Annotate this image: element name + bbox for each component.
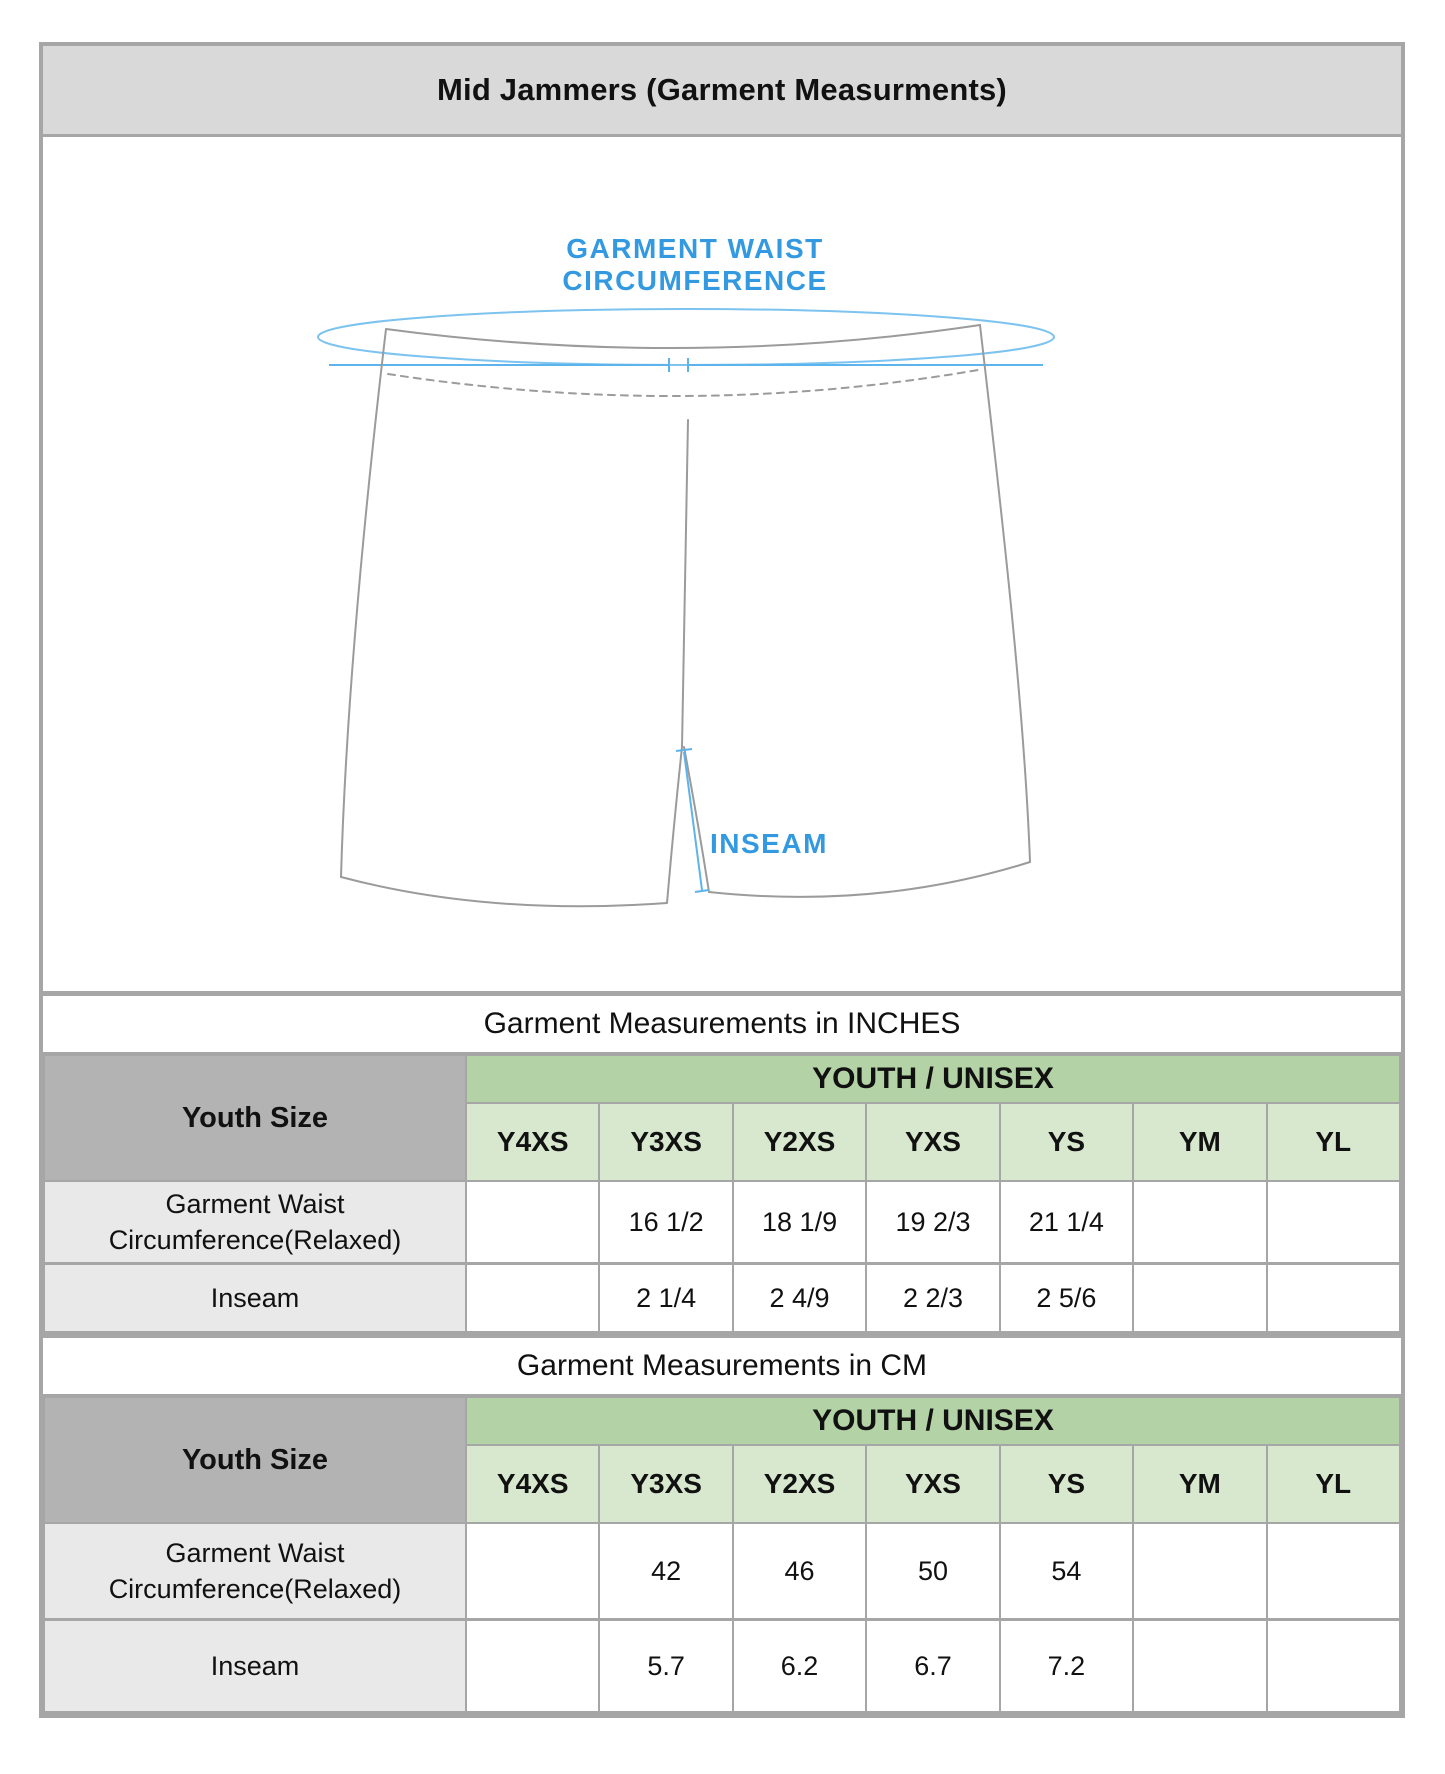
table-row xyxy=(44,1620,1400,1713)
size-col-header: Y3XS xyxy=(599,1445,732,1523)
measurement-cell: 42 xyxy=(599,1523,732,1620)
measurement-cell xyxy=(1267,1620,1400,1713)
size-col-header: Y2XS xyxy=(733,1445,866,1523)
measurement-cell: 19 2/3 xyxy=(866,1181,999,1264)
measurement-cell: 46 xyxy=(733,1523,866,1620)
row-label: Garment Waist Circumference(Relaxed) xyxy=(44,1523,466,1620)
waist-ellipse xyxy=(318,309,1054,365)
measurement-cell: 21 1/4 xyxy=(1000,1181,1133,1264)
group-header: YOUTH / UNISEX xyxy=(466,1397,1400,1445)
inches-table-wrap xyxy=(39,1052,1405,1333)
measurement-cell: 7.2 xyxy=(1000,1620,1133,1713)
measurement-cell: 2 2/3 xyxy=(866,1264,999,1333)
size-col-header: YXS xyxy=(866,1445,999,1523)
cm-table-wrap xyxy=(39,1394,1405,1718)
measurement-cell xyxy=(466,1264,599,1333)
measurement-cell xyxy=(1267,1181,1400,1264)
size-col-header: Y3XS xyxy=(599,1103,732,1181)
measurement-cell: 6.2 xyxy=(733,1620,866,1713)
size-col-header: Y2XS xyxy=(733,1103,866,1181)
corner-header: Youth Size xyxy=(44,1397,466,1523)
measurement-cell: 16 1/2 xyxy=(599,1181,732,1264)
measurement-cell xyxy=(1133,1523,1266,1620)
size-col-header: YM xyxy=(1133,1103,1266,1181)
size-col-header: YS xyxy=(1000,1445,1133,1523)
row-label: Garment Waist Circumference(Relaxed) xyxy=(44,1181,466,1264)
corner-header: Youth Size xyxy=(44,1055,466,1181)
table-row xyxy=(44,1264,1400,1333)
inseam-label: INSEAM xyxy=(710,828,828,859)
shorts-outline xyxy=(341,325,1030,906)
measurement-cell xyxy=(1133,1620,1266,1713)
size-col-header: YL xyxy=(1267,1445,1400,1523)
size-col-header: Y4XS xyxy=(466,1445,599,1523)
size-col-header: YXS xyxy=(866,1103,999,1181)
shorts-illustration xyxy=(43,137,1401,991)
inseam-measure-line xyxy=(676,749,709,892)
measurement-cell: 18 1/9 xyxy=(733,1181,866,1264)
size-col-header: YS xyxy=(1000,1103,1133,1181)
measurement-cell: 6.7 xyxy=(866,1620,999,1713)
measurement-cell xyxy=(1133,1264,1266,1333)
size-col-header: YM xyxy=(1133,1445,1266,1523)
table-row xyxy=(44,1523,1400,1620)
measurement-cell xyxy=(1267,1264,1400,1333)
row-label: Inseam xyxy=(44,1620,466,1713)
measurement-cell: 2 5/6 xyxy=(1000,1264,1133,1333)
measurement-cell xyxy=(466,1523,599,1620)
measurement-cell xyxy=(1267,1523,1400,1620)
size-col-header: YL xyxy=(1267,1103,1400,1181)
row-label: Inseam xyxy=(44,1264,466,1333)
inches-band-title: Garment Measurements in INCHES xyxy=(39,991,1405,1052)
measurement-cell: 54 xyxy=(1000,1523,1133,1620)
table-row xyxy=(44,1181,1400,1264)
inches-table xyxy=(43,1054,1401,1333)
measurement-cell: 2 1/4 xyxy=(599,1264,732,1333)
table-row xyxy=(44,1055,1400,1103)
waist-label-line2: CIRCUMFERENCE xyxy=(562,265,828,296)
size-col-header: Y4XS xyxy=(466,1103,599,1181)
waist-label-line1: GARMENT WAIST xyxy=(566,233,824,264)
garment-diagram xyxy=(39,137,1405,991)
table-row xyxy=(44,1397,1400,1445)
page-title: Mid Jammers (Garment Measurments) xyxy=(39,42,1405,137)
measurement-cell: 2 4/9 xyxy=(733,1264,866,1333)
cm-band-title: Garment Measurements in CM xyxy=(39,1333,1405,1394)
measurement-cell: 50 xyxy=(866,1523,999,1620)
measurement-cell xyxy=(466,1181,599,1264)
cm-table xyxy=(43,1396,1401,1713)
group-header: YOUTH / UNISEX xyxy=(466,1055,1400,1103)
measurement-cell xyxy=(1133,1181,1266,1264)
measurement-cell: 5.7 xyxy=(599,1620,732,1713)
measurement-cell xyxy=(466,1620,599,1713)
size-chart-sheet xyxy=(39,42,1405,1718)
